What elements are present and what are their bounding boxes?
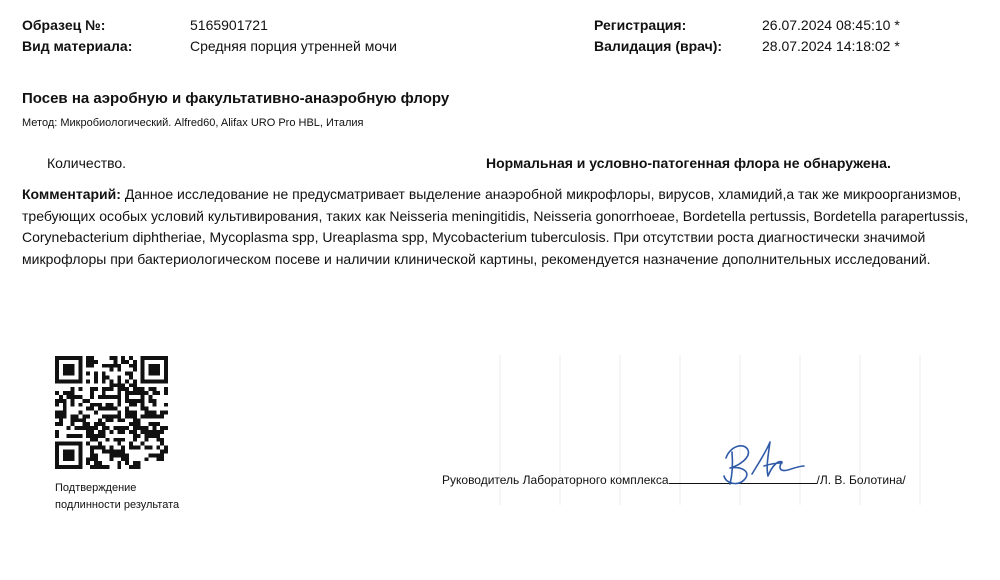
signature-name: /Л. В. Болотина/ [816,473,906,487]
material-label: Вид материала: [22,38,133,54]
qr-caption-line2: подлинности результата [55,499,180,511]
test-title: Посев на аэробную и факультативно-анаэробную флору [22,90,450,107]
qr-code-icon[interactable] [55,356,168,469]
sample-number-value: 5165901721 [190,17,268,33]
signature-line [442,470,906,487]
material-value: Средняя порция утренней мочи [190,38,397,54]
validation-label: Валидация (врач): [594,38,723,54]
sample-number-label: Образец №: [22,17,106,33]
comment-label: Комментарий: [22,186,121,202]
quantity-label: Количество. [47,155,127,171]
handwritten-signature [708,436,808,488]
comment-block [22,184,977,270]
qr-caption [55,480,179,514]
quantity-result: Нормальная и условно-патогенная флора не обнаружена. [486,155,891,171]
registration-value: 26.07.2024 08:45:10 * [762,17,900,33]
signature-role: Руководитель Лабораторного комплекса [442,473,669,487]
comment-text: Данное исследование не предусматривает выделение анаэробной микрофлоры, вирусов, хламидий,а так же микроорганизмов, требующих особых условий культивирования, таких как Neisseria meningitidis, Neisseria gonorrhoeae, Bordetella pertussis, Bordetella parapertussis, Corynebacterium diphtheriae, Mycoplasma spp, Ureaplasma spp, Mycobacterium tuberculosis. При отсутствии роста диагностически значимой микрофлоры при бактериологическом посеве и наличии клинической картины, рекомендуется назначение дополнительных исследований. [22,186,969,267]
registration-label: Регистрация: [594,17,687,33]
test-method: Метод: Микробиологический. Alfred60, Alifax URO Pro HBL, Италия [22,117,364,129]
qr-caption-line1: Подтверждение [55,482,137,494]
validation-value: 28.07.2024 14:18:02 * [762,38,900,54]
